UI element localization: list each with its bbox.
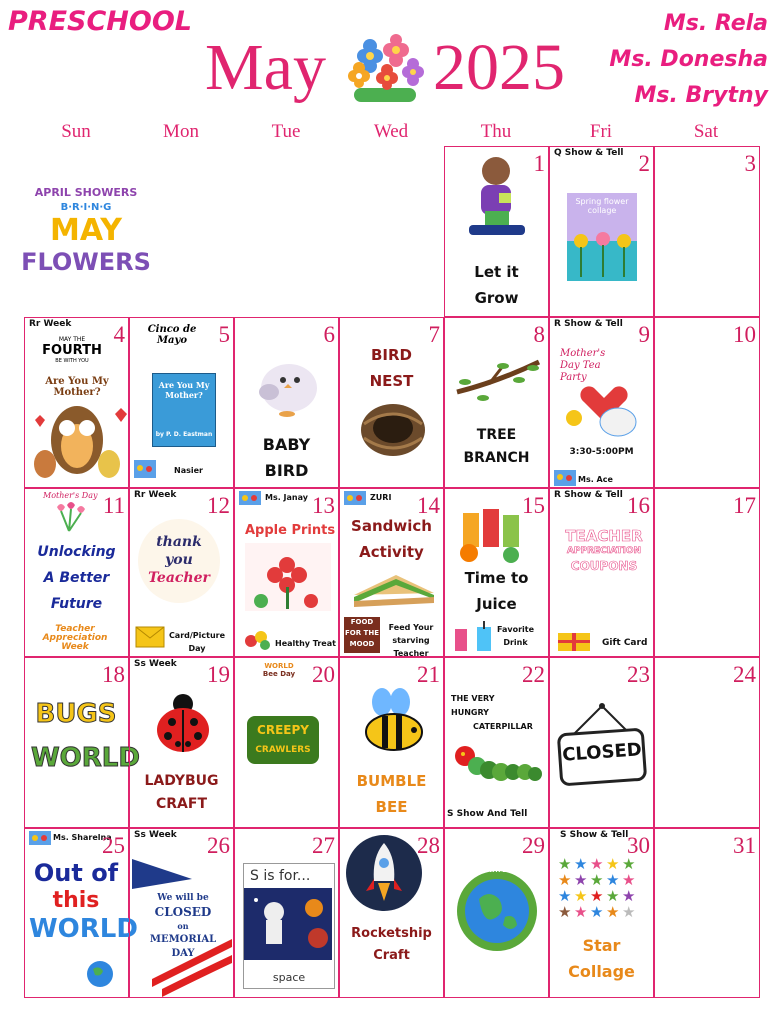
day-number: 14 bbox=[417, 493, 440, 518]
svg-text:★: ★ bbox=[606, 855, 620, 873]
logo-line: BE WITH YOU bbox=[55, 358, 89, 364]
bottom-line: Drink bbox=[503, 638, 528, 647]
day-cell-17 bbox=[654, 488, 760, 657]
creepy-crawlers-logo bbox=[247, 716, 319, 764]
teapot-icon bbox=[564, 378, 642, 440]
svg-text:★: ★ bbox=[574, 855, 588, 873]
bee-icon bbox=[362, 688, 426, 756]
flowers-icon bbox=[567, 221, 637, 281]
day-cell-31 bbox=[654, 828, 760, 998]
caption-line: Unlocking bbox=[37, 544, 116, 560]
helper-name: ZURI bbox=[370, 493, 392, 502]
notice-line: on bbox=[177, 921, 189, 931]
svg-text:★: ★ bbox=[622, 871, 636, 889]
day-number: 30 bbox=[627, 833, 650, 858]
out-of-this-world-art bbox=[29, 859, 138, 944]
bottom-line: Day bbox=[188, 644, 206, 653]
earth-ring-label: EARTH DAY bbox=[478, 867, 516, 874]
caption-line: A Better bbox=[43, 570, 110, 586]
caption-line: Activity bbox=[359, 543, 424, 561]
day-cell-14 bbox=[339, 488, 444, 657]
day-cell-7 bbox=[339, 317, 444, 488]
apple-prints-title: Apple Prints bbox=[245, 523, 336, 538]
caption-line: Let it bbox=[474, 263, 519, 281]
art-line: BUGS bbox=[35, 699, 117, 729]
stars-icon bbox=[558, 855, 642, 921]
teacher-name: Ms. Donesha bbox=[609, 47, 768, 72]
bottom-line: Teacher bbox=[393, 649, 429, 658]
teacher-name: Ms. Rela bbox=[663, 11, 768, 36]
logo-line: CRAWLERS bbox=[255, 745, 311, 755]
day-number: 15 bbox=[522, 493, 545, 518]
svg-text:★: ★ bbox=[622, 887, 636, 905]
day-caption bbox=[340, 342, 443, 394]
caterpillar-icon bbox=[451, 736, 543, 792]
day-caption bbox=[445, 259, 548, 311]
title-line: THE VERY HUNGRY bbox=[451, 694, 495, 717]
astronaut-icon bbox=[244, 888, 332, 960]
day-number: 8 bbox=[533, 322, 545, 347]
bottom-line: Card/Picture bbox=[168, 631, 226, 640]
book-cover bbox=[152, 373, 216, 447]
day-cell-20 bbox=[234, 657, 339, 828]
svg-text:★: ★ bbox=[590, 855, 604, 873]
branch-icon bbox=[453, 358, 543, 408]
day-number: 19 bbox=[207, 662, 230, 687]
day-cell-23 bbox=[549, 657, 654, 828]
weekday-fri: Fri bbox=[589, 121, 613, 142]
juice-glasses-icon bbox=[455, 505, 525, 565]
coupons-poster bbox=[564, 529, 644, 574]
day-caption bbox=[340, 768, 443, 820]
day-number: 6 bbox=[323, 322, 335, 347]
teacher-names bbox=[609, 6, 768, 114]
caption-line: CRAFT bbox=[155, 796, 207, 812]
day-cell-16 bbox=[549, 488, 654, 657]
weekday-sun: Sun bbox=[61, 121, 91, 142]
book-cover-title: Are You My Mother? bbox=[158, 380, 210, 400]
bottom-note: Healthy Treat bbox=[275, 639, 336, 648]
logo-line: MAY THE bbox=[58, 336, 86, 343]
day-note: R Show & Tell bbox=[554, 319, 623, 329]
weekday-thu: Thu bbox=[480, 121, 512, 142]
bottom-line: Favorite bbox=[497, 625, 535, 634]
day-number: 26 bbox=[207, 833, 230, 858]
day-cell-19 bbox=[129, 657, 234, 828]
day-cell-6 bbox=[234, 317, 339, 488]
svg-text:APRIL SHOWERS: APRIL SHOWERS bbox=[34, 186, 138, 199]
drinks-icon bbox=[453, 621, 495, 653]
day-number: 27 bbox=[312, 833, 335, 858]
logo-line: Bee Day bbox=[262, 670, 296, 678]
notice-line: We will be bbox=[157, 893, 209, 903]
logo-line: MOOD bbox=[349, 640, 375, 648]
svg-text:★: ★ bbox=[558, 871, 572, 889]
nest-icon bbox=[358, 394, 428, 460]
day-caption bbox=[340, 513, 443, 565]
day-cell-10 bbox=[654, 317, 760, 488]
poster-line: COUPONS bbox=[570, 559, 638, 573]
apple-print-art-icon bbox=[245, 543, 331, 611]
day-number: 24 bbox=[733, 662, 756, 687]
logo-line: CREEPY bbox=[257, 723, 309, 737]
day-number: 22 bbox=[522, 662, 545, 687]
svg-text:★: ★ bbox=[590, 887, 604, 905]
day-cell-8 bbox=[444, 317, 549, 488]
child-plant-icon bbox=[463, 153, 529, 249]
poster-top-text: S is for... bbox=[250, 868, 311, 884]
day-cell-12 bbox=[129, 488, 234, 657]
day-cell-1 bbox=[444, 146, 549, 317]
poster-title: Spring flower collage bbox=[575, 197, 629, 215]
svg-text:★: ★ bbox=[622, 903, 636, 921]
caption-line: Collage bbox=[568, 962, 635, 981]
card-line: Teacher bbox=[148, 570, 210, 586]
weekday-wed: Wed bbox=[373, 121, 409, 142]
helper-name: Ms. Janay bbox=[265, 493, 308, 502]
day-number: 20 bbox=[312, 662, 335, 687]
tulips-icon bbox=[51, 503, 87, 533]
tea-party-title: Mother's Day Tea Party bbox=[560, 348, 606, 383]
event-time: 3:30-5:00PM bbox=[569, 447, 634, 457]
day-number: 5 bbox=[218, 322, 230, 347]
day-note: R Show & Tell bbox=[554, 490, 623, 500]
thank-you-card bbox=[138, 519, 220, 603]
mothers-day-label: Mother's Day bbox=[43, 491, 98, 500]
day-cell-21 bbox=[339, 657, 444, 828]
poster-line: TEACHER bbox=[565, 527, 643, 545]
card-line: thank bbox=[156, 534, 202, 550]
day-note: Rr Week bbox=[29, 319, 72, 329]
weekday-mon: Mon bbox=[163, 121, 199, 142]
day-note: Q Show & Tell bbox=[554, 148, 624, 158]
teacher-name: Ms. Brytny bbox=[634, 83, 768, 108]
day-caption bbox=[340, 923, 443, 967]
caption-line: Time to bbox=[464, 569, 529, 587]
day-cell-26 bbox=[129, 828, 234, 998]
day-cell-11 bbox=[24, 488, 129, 657]
caption-line: Grow bbox=[474, 289, 519, 307]
caterpillar-book-title bbox=[451, 692, 531, 734]
day-number: 28 bbox=[417, 833, 440, 858]
bugs-world-art bbox=[31, 692, 140, 780]
day-number: 12 bbox=[207, 493, 230, 518]
may-fourth-logo bbox=[41, 336, 103, 364]
day-caption bbox=[235, 432, 338, 484]
sandwich-icon bbox=[350, 569, 436, 609]
rocket-icon bbox=[344, 833, 424, 913]
bottom-note: Gift Card bbox=[602, 638, 648, 648]
svg-text:★: ★ bbox=[590, 903, 604, 921]
day-cell-5 bbox=[129, 317, 234, 488]
day-number: 25 bbox=[102, 833, 125, 858]
teacher-appreciation-banner bbox=[33, 625, 117, 652]
notice-line: MEMORIAL DAY bbox=[149, 934, 217, 959]
day-number: 31 bbox=[733, 833, 756, 858]
caption-line: BIRD bbox=[370, 346, 412, 364]
caption-line: Future bbox=[50, 596, 103, 612]
day-note: Ss Week bbox=[134, 830, 177, 840]
closed-sign-text: CLOSED bbox=[561, 739, 643, 766]
day-number: 10 bbox=[733, 322, 756, 347]
day-cell-28 bbox=[339, 828, 444, 998]
day-cell-22 bbox=[444, 657, 549, 828]
gift-icon bbox=[556, 629, 592, 653]
flowers-icon bbox=[344, 36, 426, 106]
poster-bottom-text: space bbox=[272, 971, 306, 984]
caption-line: TREE bbox=[476, 427, 517, 443]
weekday-sat: Sat bbox=[693, 121, 719, 142]
kids-icon bbox=[29, 831, 51, 845]
svg-text:B·R·I·N·G: B·R·I·N·G bbox=[60, 202, 112, 213]
caption-line: BABY bbox=[262, 435, 311, 454]
day-cell-25 bbox=[24, 828, 138, 998]
day-number: 29 bbox=[522, 833, 545, 858]
day-note: S Show & Tell bbox=[560, 830, 629, 840]
day-number: 16 bbox=[627, 493, 650, 518]
svg-text:★: ★ bbox=[574, 903, 588, 921]
year: 2025 bbox=[433, 31, 565, 104]
bottom-note bbox=[497, 623, 534, 649]
banner-line: Appreciation bbox=[42, 633, 108, 643]
day-number: 17 bbox=[733, 493, 756, 518]
envelope-icon bbox=[136, 627, 164, 647]
caption-line: NEST bbox=[369, 372, 414, 390]
banner-line: Teacher bbox=[55, 624, 95, 634]
day-number: 3 bbox=[744, 151, 756, 176]
logo-line: WORLD bbox=[264, 662, 294, 670]
day-number: 21 bbox=[417, 662, 440, 687]
memorial-day-notice bbox=[138, 891, 228, 961]
day-cell-27 bbox=[234, 828, 339, 998]
ladybug-icon bbox=[154, 692, 212, 754]
caption-line: LADYBUG bbox=[144, 773, 219, 789]
day-number: 18 bbox=[102, 662, 125, 687]
earth-icon bbox=[455, 869, 539, 953]
month-name: May bbox=[205, 31, 326, 104]
kids-icon bbox=[134, 460, 156, 478]
calendar-grid bbox=[24, 146, 760, 998]
caption-line: Rocketship bbox=[351, 926, 432, 941]
notice-line: CLOSED bbox=[154, 905, 212, 919]
school-label: PRESCHOOL bbox=[8, 6, 192, 37]
svg-text:★: ★ bbox=[558, 887, 572, 905]
art-line: Out of bbox=[33, 859, 119, 887]
day-number: 23 bbox=[627, 662, 650, 687]
day-number: 11 bbox=[102, 493, 125, 518]
healthy-snacks-icon bbox=[243, 625, 271, 651]
bird-icon bbox=[253, 352, 323, 418]
world-bee-day-logo bbox=[259, 662, 299, 678]
caption-line: Juice bbox=[476, 595, 517, 613]
day-note: Rr Week bbox=[134, 490, 177, 500]
logo-line: FOURTH bbox=[42, 343, 102, 358]
title-line: CATERPILLAR bbox=[473, 722, 533, 731]
banner-line: Week bbox=[61, 642, 89, 652]
kids-icon bbox=[344, 491, 366, 505]
svg-text:★: ★ bbox=[606, 903, 620, 921]
helper-name: Ms. Sharelna bbox=[53, 833, 112, 842]
svg-text:★: ★ bbox=[574, 871, 588, 889]
day-cell-18 bbox=[24, 657, 140, 828]
owl-family-icon bbox=[31, 400, 125, 480]
art-line: WORLD bbox=[29, 914, 138, 944]
day-cell-4 bbox=[24, 317, 129, 488]
logo-line: FOOD bbox=[350, 618, 374, 626]
spring-collage-poster bbox=[567, 193, 637, 281]
day-cell-24 bbox=[654, 657, 760, 828]
day-note: Ss Week bbox=[134, 659, 177, 669]
caption-line: BRANCH bbox=[463, 450, 530, 466]
kids-icon bbox=[239, 491, 261, 505]
helper-name: Ms. Ace bbox=[578, 475, 613, 484]
day-number: 4 bbox=[113, 322, 125, 347]
day-number: 7 bbox=[428, 322, 440, 347]
day-cell-9 bbox=[549, 317, 654, 488]
cinco-de-mayo-label: Cinco de Mayo bbox=[147, 324, 197, 346]
day-number: 13 bbox=[312, 493, 335, 518]
kids-icon bbox=[554, 470, 576, 486]
svg-text:★: ★ bbox=[606, 887, 620, 905]
globe-icon bbox=[85, 959, 115, 989]
caption-line: BEE bbox=[375, 798, 408, 816]
card-line: you bbox=[165, 552, 193, 568]
bottom-line: starving bbox=[392, 636, 430, 645]
caption-line: BIRD bbox=[264, 461, 309, 480]
helper-name: Nasier bbox=[174, 466, 203, 475]
svg-text:MAY: MAY bbox=[50, 213, 122, 248]
caption-line: Star bbox=[582, 936, 621, 955]
day-cell-15 bbox=[444, 488, 549, 657]
day-number: 2 bbox=[638, 151, 650, 176]
logo-line: FOR THE bbox=[345, 629, 379, 637]
day-cell-13 bbox=[234, 488, 339, 657]
day-caption bbox=[445, 565, 548, 617]
bottom-note bbox=[382, 621, 440, 660]
book-title: Are You My Mother? bbox=[45, 376, 109, 398]
day-number: 1 bbox=[533, 151, 545, 176]
day-caption bbox=[445, 424, 548, 470]
art-line: WORLD bbox=[31, 743, 140, 773]
svg-text:★: ★ bbox=[574, 887, 588, 905]
svg-text:★: ★ bbox=[558, 855, 572, 873]
poster-line: APPRECIATION bbox=[566, 546, 642, 556]
book-author: by P. D. Eastman bbox=[155, 431, 213, 438]
day-cell-30 bbox=[549, 828, 654, 998]
bottom-note bbox=[168, 629, 226, 655]
art-line: this bbox=[52, 888, 100, 913]
svg-text:★: ★ bbox=[590, 871, 604, 889]
day-caption bbox=[550, 933, 653, 985]
day-number: 9 bbox=[638, 322, 650, 347]
svg-text:★: ★ bbox=[606, 871, 620, 889]
caption-line: BUMBLE bbox=[356, 772, 427, 790]
day-caption bbox=[130, 770, 233, 816]
food-for-mood-logo bbox=[344, 617, 380, 653]
space-poster bbox=[243, 863, 335, 989]
day-cell-3 bbox=[654, 146, 760, 317]
day-caption bbox=[25, 539, 128, 617]
svg-text:FLOWERS: FLOWERS bbox=[21, 248, 151, 276]
bottom-note: S Show And Tell bbox=[447, 809, 528, 819]
svg-text:★: ★ bbox=[622, 855, 636, 873]
day-cell-29 bbox=[444, 828, 549, 998]
bottom-line: Feed Your bbox=[388, 623, 434, 632]
caption-line: Sandwich bbox=[351, 517, 432, 535]
svg-text:★: ★ bbox=[558, 903, 572, 921]
day-cell-2 bbox=[549, 146, 654, 317]
caption-line: Craft bbox=[373, 948, 410, 963]
weekday-tue: Tue bbox=[271, 121, 301, 142]
